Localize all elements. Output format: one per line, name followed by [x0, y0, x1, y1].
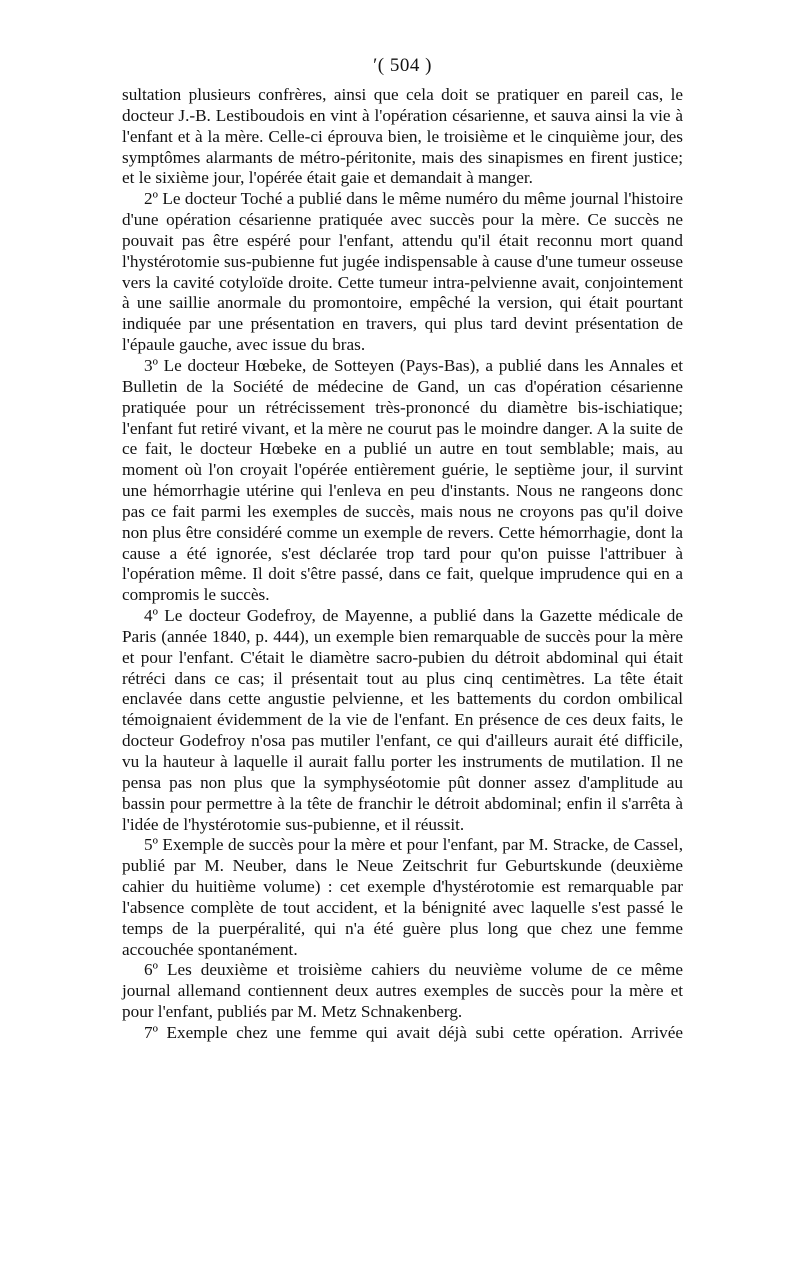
paragraph-5: 5º Exemple de succès pour la mère et pour l'enfant, par M. Stracke, de Cassel, publié par M. Neuber, dans le Neue Zeitschrit fur Geburtskunde (deuxième cahier du huitième volume) : cet exemple d'hystérotomie est remarquable par l'absence complète de tout accident, et la bénignité avec laquelle s'est passé le temps de la puerpéralité, qui n'a été guère plus long que chez une femme accouchée spontanément. [122, 835, 683, 959]
book-page [122, 54, 683, 1044]
paragraph-continuation: sultation plusieurs confrères, ainsi que cela doit se pratiquer en pareil cas, le docteur J.-B. Lestiboudois en vint à l'opération césarienne, et sauva ainsi la vie à l'enfant et à la mère. Celle-ci éprouva bien, le troisième et le cinquième jour, des symptômes alarmants de métro-péritonite, mais des sinapismes en firent justice; et le sixième jour, l'opérée était gaie et demandait à manger. [122, 85, 683, 188]
paragraph-3: 3º Le docteur Hœbeke, de Sotteyen (Pays-Bas), a publié dans les Annales et Bulletin de la Société de médecine de Gand, un cas d'opération césarienne pratiquée pour un rétrécissement très-prononcé du diamètre bis-ischiatique; l'enfant fut retiré vivant, et la mère ne courut pas le moindre danger. A la suite de ce fait, le docteur Hœbeke en a publié un autre en tout semblable; mais, au moment où l'on croyait l'opérée entièrement guérie, le septième jour, il survint une hémorrhagie utérine qui l'enleva en peu d'instants. Nous ne rangeons donc pas ce fait parmi les exemples de succès, mais nous ne croyons pas qu'il doive non plus être considéré comme un exemple de revers. Cette hémorrhagie, dont la cause a été ignorée, s'est déclarée trop tard pour qu'on puisse l'attribuer à l'opération même. Il doit s'être passé, dans ce fait, quelque imprudence qui en a compromis le succès. [122, 355, 683, 605]
paragraph-7: 7º Exemple chez une femme qui avait déjà subi cette opération. Arrivée [144, 1022, 683, 1042]
paragraph-2: 2º Le docteur Toché a publié dans le même numéro du même journal l'histoire d'une opération césarienne pratiquée avec succès pour la mère. Ce succès ne pouvait pas être espéré pour l'enfant, attendu qu'il était reconnu mort quand l'hystérotomie sus-pubienne fut jugée indispensable à cause d'une tumeur osseuse vers la cavité cotyloïde droite. Cette tumeur intra-pelvienne avait, conjointement à une saillie anormale du promontoire, empêché la version, qui était pourtant indiquée par une présentation en travers, qui plus tard devint présentation de l'épaule gauche, avec issue du bras. [122, 189, 683, 355]
paragraph-4: 4º Le docteur Godefroy, de Mayenne, a publié dans la Gazette médicale de Paris (année 1840, p. 444), un exemple bien remarquable de succès pour la mère et pour l'enfant. C'était le diamètre sacro-pubien du détroit abdominal qui était rétréci dans ce cas; il présentait tout au plus cinq centimètres. La tête était enclavée dans cette angustie pelvienne, et les battements du cordon ombilical témoignaient évidemment de la vie de l'enfant. En présence de ces deux faits, le docteur Godefroy n'osa pas mutiler l'enfant, ce qui d'ailleurs aurait été difficile, vu la hauteur à laquelle il aurait fallu porter les instruments de mutilation. Il ne pensa pas non plus que la symphyséotomie pût donner assez d'amplitude au bassin pour permettre à la tête de franchir le détroit abdominal; enfin il s'arrêta à l'idée de l'hystérotomie sus-pubienne, et il réussit. [122, 606, 683, 834]
page-number: ′( 504 ) [373, 55, 432, 76]
paragraph-6: 6º Les deuxième et troisième cahiers du neuvième volume de ce même journal allemand contiennent deux autres exemples de succès pour la mère et pour l'enfant, publiés par M. Metz Schnakenberg. [122, 960, 683, 1022]
